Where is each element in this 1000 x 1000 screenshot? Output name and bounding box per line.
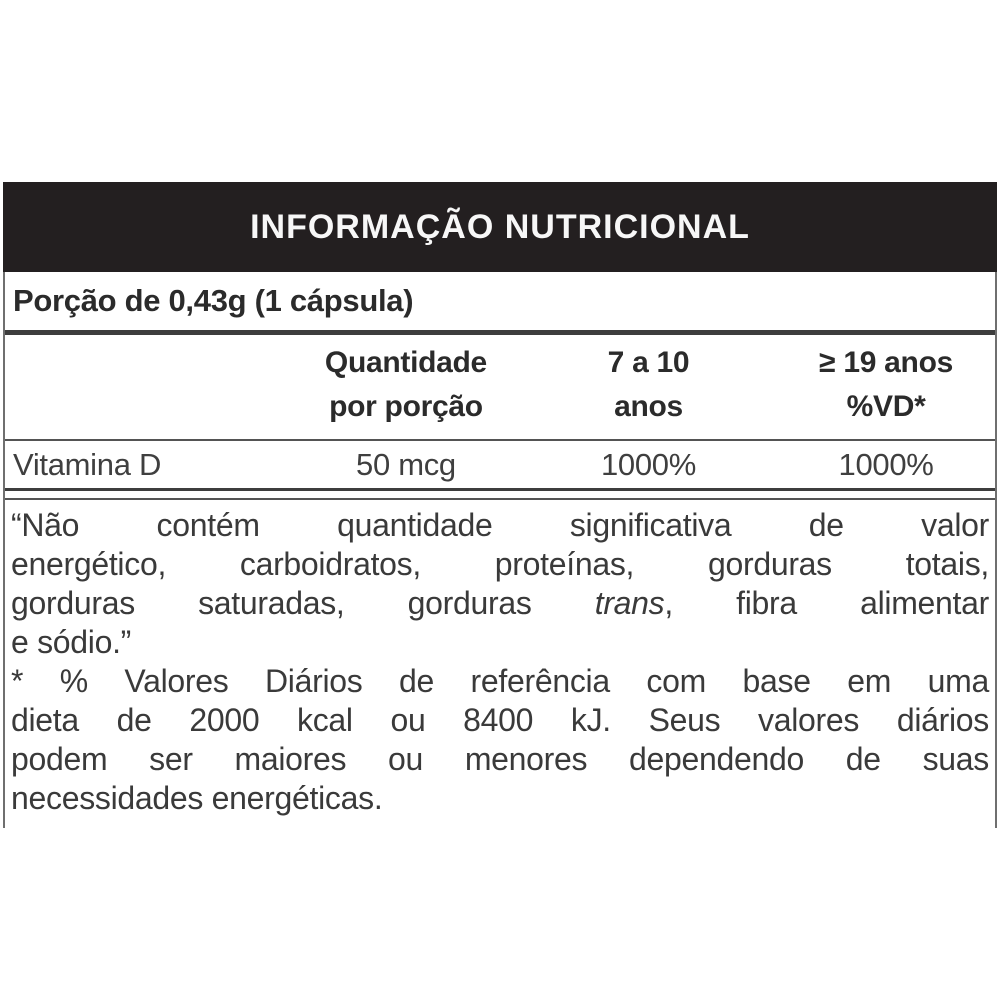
column-header-quantity-line2: por porção xyxy=(329,390,483,423)
serving-size-text: Porção de 0,43g (1 cápsula) xyxy=(13,283,414,318)
footnote-text-segment: podem ser maiores ou menores dependendo de suas xyxy=(11,741,989,777)
footnote-text-segment: , fibra alimentar xyxy=(664,585,989,621)
column-header-quantity-line1: Quantidade xyxy=(324,346,487,379)
nutrition-label xyxy=(3,182,997,828)
column-header-19-years-line1: ≥ 19 anos xyxy=(819,346,953,379)
column-header-quantity-per-serving xyxy=(292,341,520,429)
label-title-bar xyxy=(3,182,997,272)
footnote-line xyxy=(11,623,989,662)
footnote-text-segment: “Não contém quantidade significativa de valor xyxy=(11,507,989,543)
nutrient-quantity: 50 mcg xyxy=(356,446,456,482)
column-header-7-to-10-years xyxy=(520,341,777,429)
nutrient-name: Vitamina D xyxy=(13,446,162,482)
footnote-line xyxy=(11,740,989,779)
column-header-7-to-10-line2: anos xyxy=(614,390,683,423)
double-rule-gap xyxy=(5,491,995,498)
footnote-text-segment: dieta de 2000 kcal ou 8400 kJ. Seus valores diários xyxy=(11,702,989,738)
nutrient-vd-19: 1000% xyxy=(838,446,934,482)
footnote-text-segment: energético, carboidratos, proteínas, gorduras totais, xyxy=(11,546,989,582)
footnote-line xyxy=(11,779,989,818)
footnote-line xyxy=(11,584,989,623)
footnote-line xyxy=(11,545,989,584)
footnote-line xyxy=(11,701,989,740)
footnote-text-segment: e sódio.” xyxy=(11,624,132,660)
footnote-text-segment: necessidades energéticas. xyxy=(11,780,383,816)
table-row-vitamina-d xyxy=(5,441,995,491)
footnotes-box xyxy=(5,498,995,828)
column-header-19-years-line2: %VD* xyxy=(846,390,926,423)
daily-values-reference-note xyxy=(11,662,989,818)
footnote-italic-segment: trans xyxy=(594,585,665,621)
footnote-text-segment: gorduras saturadas, gorduras xyxy=(11,585,595,621)
label-body xyxy=(3,272,997,828)
footnote-text-segment: * % Valores Diários de referência com base em uma xyxy=(11,663,989,699)
footnote-line xyxy=(11,662,989,701)
table-header-row xyxy=(5,335,995,441)
column-header-19-years-vd xyxy=(777,341,995,429)
label-title: INFORMAÇÃO NUTRICIONAL xyxy=(250,207,750,246)
column-header-empty xyxy=(5,341,292,429)
nutrient-vd-7-10: 1000% xyxy=(600,446,696,482)
no-significant-amounts-note xyxy=(11,506,989,662)
serving-size-row xyxy=(5,272,995,335)
footnote-line xyxy=(11,506,989,545)
column-header-7-to-10-line1: 7 a 10 xyxy=(607,346,690,379)
